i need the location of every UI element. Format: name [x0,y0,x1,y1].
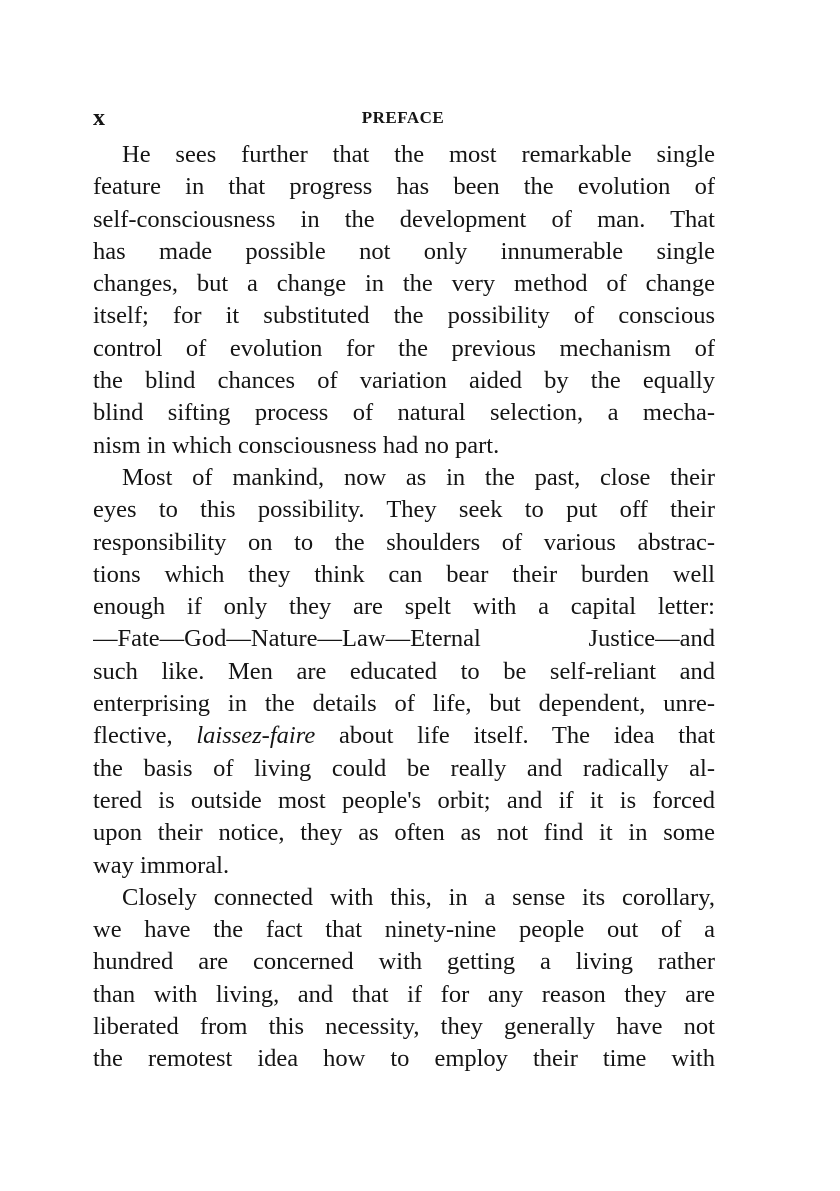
text-line: feature in that progress has been the evolution of [93,173,715,201]
text-line: blind sifting process of natural selection, a mecha- [93,399,715,427]
text-line: the basis of living could be really and radically al- [93,754,715,782]
text-line: control of evolution for the previous mechanism of [93,334,715,362]
text-line: He sees further that the most remarkable single [122,141,715,168]
text-line: liberated from this necessity, they generally have not [93,1013,715,1041]
text-line: Most of mankind, now as in the past, close their [122,463,715,491]
paragraph [93,462,715,882]
paragraph [93,882,715,1076]
text-line: the remotest idea how to employ their time with [93,1045,715,1073]
page-number: x [93,105,105,131]
body-text [93,139,715,1076]
text-line: self-consciousness in the development of man. That [93,205,715,233]
text-line: the blind chances of variation aided by the equally [93,367,715,395]
text-line: enterprising in the details of life, but dependent, unre- [93,690,715,718]
text-segment: flective, [93,722,197,750]
running-title: PREFACE [361,108,445,127]
text-line: —Fate—God—Nature—Law—Eternal Justice—and [93,625,715,653]
paragraph [93,139,715,462]
text-line-with-italic [93,720,715,752]
text-line: we have the fact that ninety-nine people out of a [93,916,715,944]
text-line: Closely connected with this, in a sense its corollary, [122,883,715,911]
text-line: eyes to this possibility. They seek to put off their [93,496,715,524]
text-segment: about life itself. The idea that [315,722,715,750]
text-line: responsibility on to the shoulders of various abstrac- [93,528,715,556]
italic-phrase: laissez-faire [196,722,316,750]
text-line: nism in which consciousness had no part. [93,431,500,459]
text-line: way immoral. [93,851,230,879]
text-line: such like. Men are educated to be self-reliant and [93,657,715,685]
text-line: than with living, and that if for any reason they are [93,980,715,1008]
text-line: hundred are concerned with getting a living rather [93,948,715,976]
text-line: enough if only they are spelt with a capital letter: [93,593,715,621]
page-header [93,104,713,132]
text-line: tered is outside most people's orbit; and if it is forced [93,786,715,814]
text-line: has made possible not only innumerable single [93,237,715,265]
text-line: changes, but a change in the very method of change [93,270,715,298]
text-line: itself; for it substituted the possibility of conscious [93,302,715,330]
text-line: tions which they think can bear their burden well [93,560,715,588]
text-line: upon their notice, they as often as not find it in some [93,819,715,847]
